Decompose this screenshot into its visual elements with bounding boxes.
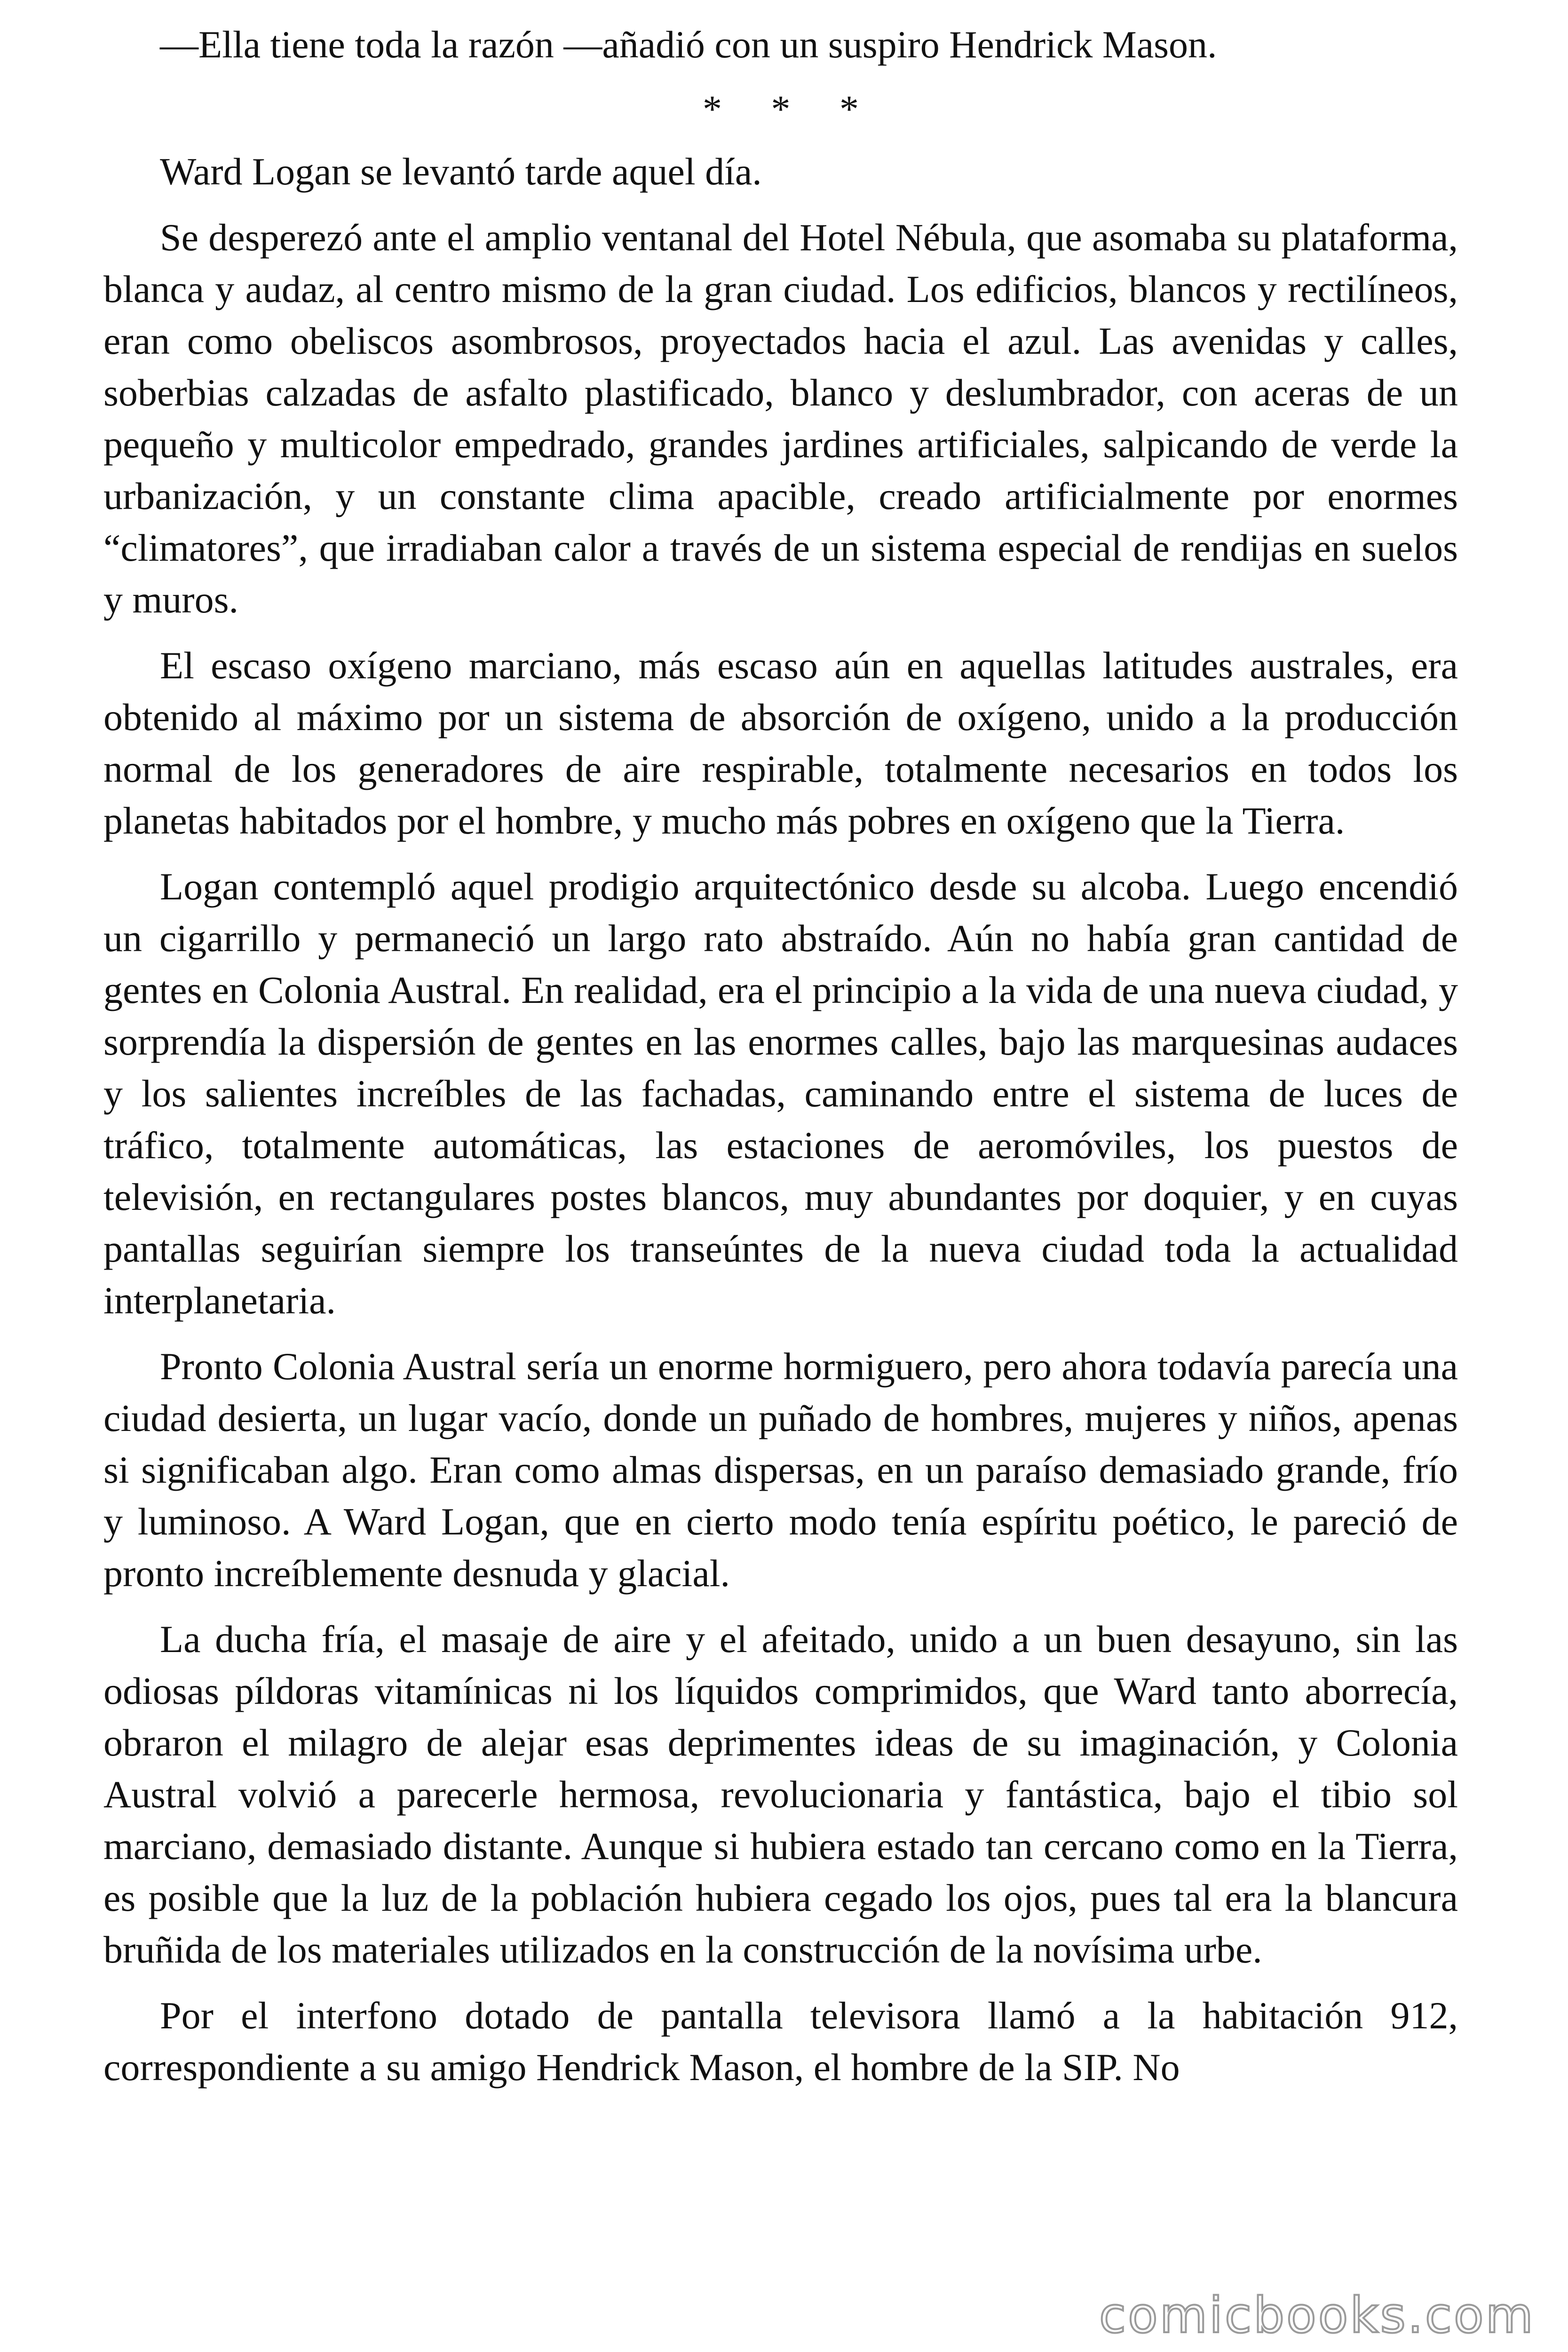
watermark: comicbooks.com <box>1099 2287 1535 2344</box>
paragraph: El escaso oxígeno marciano, más escaso aún en aquellas latitudes australes, era obtenido al máximo por un sistema de absorción de oxígeno, unido a la producción normal de los generadores de aire respirable, totalmente necesarios en todos los planetas habitados por el hombre, y mucho más pobres en oxígeno que la Tierra. <box>103 644 1458 842</box>
section-break-star: * <box>703 87 722 130</box>
book-page <box>103 19 1458 2107</box>
paragraph: Logan contempló aquel prodigio arquitectónico desde su alcoba. Luego encendió un cigarrillo y permaneció un largo rato abstraído. Aún no había gran cantidad de gentes en Colonia Austral. En realidad, era el principio a la vida de una nueva ciudad, y sorprendía la dispersión de gentes en las enormes calles, bajo las marquesinas audaces y los salientes increíbles de las fachadas, caminando entre el sistema de luces de tráfico, totalmente automáticas, las estaciones de aeromóviles, los puestos de televisión, en rectangulares postes blancos, muy abundantes por doquier, y en cuyas pantallas seguirían siempre los transeúntes de la nueva ciudad toda la actualidad interplanetaria. <box>103 865 1458 1322</box>
paragraph: Pronto Colonia Austral sería un enorme hormiguero, pero ahora todavía parecía una ciudad desierta, un lugar vacío, donde un puñado de hombres, mujeres y niños, apenas si significaban algo. Eran como almas dispersas, en un paraíso demasiado grande, frío y luminoso. A Ward Logan, que en cierto modo tenía espíritu poético, le pareció de pronto increíblemente desnuda y glacial. <box>103 1345 1458 1595</box>
paragraph: Por el interfono dotado de pantalla televisora llamó a la habitación 912, correspondiente a su amigo Hendrick Mason, el hombre de la SIP. No <box>103 1994 1458 2089</box>
opening-dialogue-line: —Ella tiene toda la razón —añadió con un suspiro Hendrick Mason. <box>160 23 1217 66</box>
section-break <box>103 81 1458 137</box>
paragraph: Se desperezó ante el amplio ventanal del Hotel Nébula, que asomaba su plataforma, blanca y audaz, al centro mismo de la gran ciudad. Los edificios, blancos y rectilíneos, eran como obeliscos asombrosos, proyectados hacia el azul. Las avenidas y calles, soberbias calzadas de asfalto plastificado, blanco y deslumbrador, con aceras de un pequeño y multicolor empedrado, grandes jardines artificiales, salpicando de verde la urbanización, y un constante clima apacible, creado artificialmente por enormes “climatores”, que irradiaban calor a través de un sistema especial de rendijas en suelos y muros. <box>103 216 1458 621</box>
paragraph: La ducha fría, el masaje de aire y el afeitado, unido a un buen desayuno, sin las odiosas píldoras vitamínicas ni los líquidos comprimidos, que Ward tanto aborrecía, obraron el milagro de alejar esas deprimentes ideas de su imaginación, y Colonia Austral volvió a parecerle hermosa, revolucionaria y fantástica, bajo el tibio sol marciano, demasiado distante. Aunque si hubiera estado tan cercano como en la Tierra, es posible que la luz de la población hubiera cegado los ojos, pues tal era la blancura bruñida de los materiales utilizados en la construcción de la novísima urbe. <box>103 1618 1458 1971</box>
section-break-star: * <box>771 87 791 130</box>
paragraph: Ward Logan se levantó tarde aquel día. <box>160 150 762 193</box>
section-break-star: * <box>839 87 859 130</box>
